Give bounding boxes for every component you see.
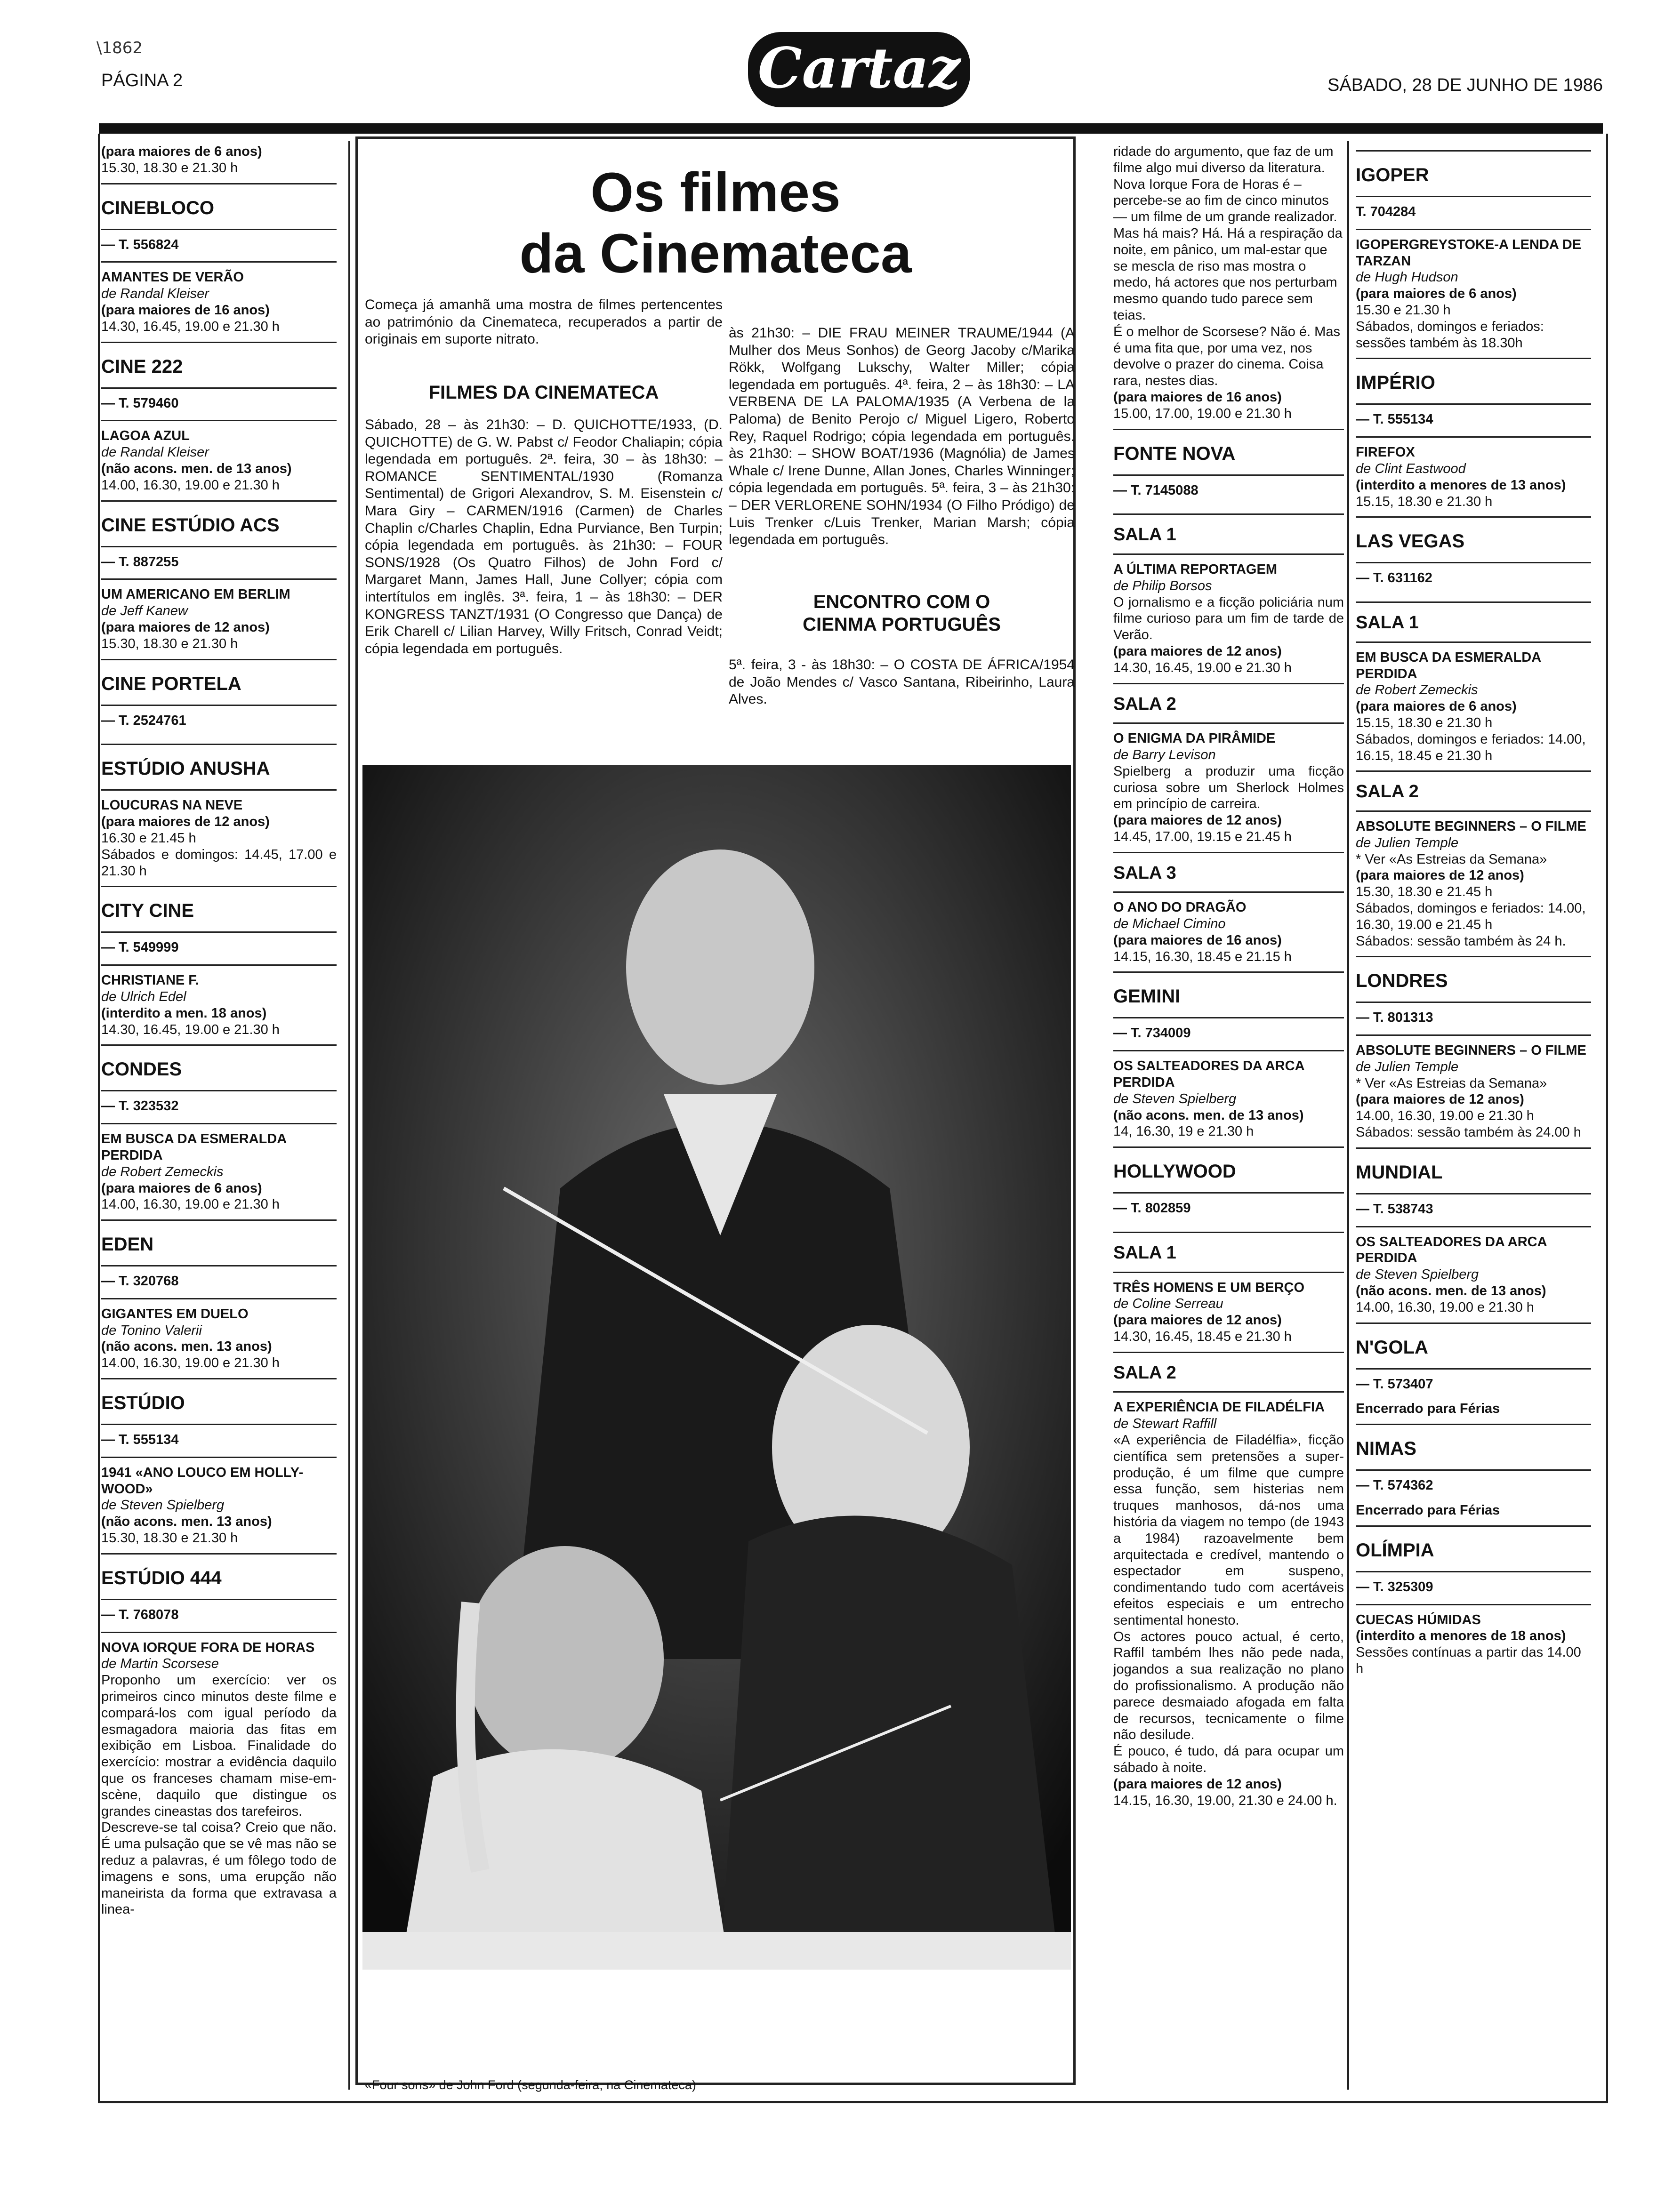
film-director: de Michael Cimino [1113, 916, 1226, 932]
film-director: de Coline Serreau [1113, 1296, 1223, 1312]
listing [1356, 641, 1591, 764]
film-title: A EXPERIÊNCIA DE FILADÉLFIA [1113, 1400, 1325, 1415]
showtimes: 15.30, 18.30 e 21.30 h [101, 160, 238, 176]
showtimes: 14.00, 16.30, 19.00 e 21.30 h [101, 1355, 280, 1371]
listings-column-1 [101, 144, 337, 1921]
cinema-name: OLÍMPIA [1356, 1525, 1591, 1571]
film-title: IGOPERGREYSTOKE-A LENDA DE TARZAN [1356, 237, 1582, 269]
showtimes: 14.45, 17.00, 19.15 e 21.45 h [1113, 829, 1292, 844]
cinema-name: IMPÉRIO [1356, 358, 1591, 403]
listing [1356, 1226, 1591, 1316]
film-director: de Tonino Valerii [101, 1322, 202, 1338]
listing [101, 420, 337, 493]
showtimes: 15.15, 18.30 e 21.30 h [1356, 715, 1493, 730]
rating: (não acons. men. de 13 anos) [1113, 1107, 1304, 1123]
showtimes: 15.30, 18.30 e 21.30 h [101, 636, 238, 651]
showtimes: 15.30, 18.30 e 21.30 h [101, 1531, 238, 1546]
film-director: de Martin Scorsese [101, 1656, 219, 1672]
listing [1113, 553, 1344, 676]
rating: (para maiores de 6 anos) [1356, 699, 1517, 714]
listing [101, 964, 337, 1038]
article-subheading: FILMES DA CINEMATECA [428, 382, 659, 403]
masthead-logo [746, 23, 972, 117]
screen-label: SALA 3 [1113, 852, 1344, 892]
article-body: Sábado, 28 – às 21h30: – D. QUICHOTTE/1933, (D. QUICHOTTE) de G. W. Pabst c/ Feodor Chaliapin; cópia legendada em português. 2ª. feira, 30 – às 18h30: – ROMANCE SENTIMENTAL/1930 (Romanza Sentimental) de Grigori Alexandrov, S. M. Eisenstein c/ Mara Giry – CARMEN/1916 (Carmen) de Charles Chaplin c/Charles Chaplin, Edna Purviance, Ben Turpin; cópia legendada em português. às 21h30: – FOUR SONS/1928 (Os Quatro Filhos) de John Ford c/ Margaret Mann, James Hall, June Collyer; cópia com intertítulos em inglês. 3ª. feira, 1 – às 18h30: – DER KONGRESS TANZT/1931 (O Congresso que Dança) de Erik Charell c/ Lilian Harvey, Willy Fritsch, Conrad Veidt; cópia legendada em português. [365, 417, 723, 657]
rating: (para maiores de 12 anos) [1356, 868, 1524, 883]
column-rule [348, 141, 350, 2090]
subheading-line: ENCONTRO COM O [813, 592, 990, 612]
cinema-name: GEMINI [1113, 971, 1344, 1017]
film-director: de Ulrich Edel [101, 989, 186, 1004]
rating: (interdito a men. 18 anos) [101, 1005, 267, 1021]
rating: (para maiores de 6 anos) [101, 1180, 262, 1196]
headline-line: Os filmes [590, 161, 841, 224]
cinema-phone: — T. 556824 [101, 229, 337, 262]
film-title: GIGANTES EM DUELO [101, 1306, 249, 1322]
film-title: O ENIGMA DA PIRÂMIDE [1113, 731, 1276, 746]
film-title: CHRISTIANE F. [101, 973, 199, 988]
film-director: de Randal Kleiser [101, 445, 209, 460]
note: * Ver «As Estreias da Semana» [1356, 1075, 1547, 1091]
rating: (para maiores de 16 anos) [101, 302, 270, 318]
film-title: OS SALTEADORES DA ARCA PERDIDA [1356, 1234, 1547, 1266]
screen-label: SALA 2 [1356, 770, 1591, 810]
rating: (para maiores de 12 anos) [101, 619, 270, 635]
showtimes: 15.30, 18.30 e 21.45 h [1356, 884, 1493, 900]
film-director: de Randal Kleiser [101, 286, 209, 302]
film-title: CUECAS HÚMIDAS [1356, 1612, 1481, 1627]
rating: (para maiores de 16 anos) [1113, 389, 1282, 405]
masthead-text: Cartaz [757, 35, 961, 101]
listing [1113, 1391, 1344, 1809]
film-title: UM AMERICANO EM BERLIM [101, 587, 290, 602]
cinema-phone: — T. 802859 [1113, 1192, 1344, 1225]
article-headline [358, 162, 1073, 285]
rating: (para maiores de 12 anos) [1113, 1313, 1282, 1328]
film-director: de Jeff Kanew [101, 603, 188, 619]
film-title: NOVA IORQUE FORA DE HORAS [101, 1640, 315, 1655]
film-still-photo [362, 765, 1071, 1970]
cinema-phone: — T. 538743 [1356, 1193, 1591, 1226]
film-title: A ÚLTIMA REPORTAGEM [1113, 561, 1277, 577]
cinema-phone: — T. 887255 [101, 546, 337, 579]
cinema-phone: — T. 7145088 [1113, 474, 1344, 507]
rating: (interdito a menores de 13 anos) [1356, 477, 1566, 493]
showtimes: 14.00, 16.30, 19.00 e 21.30 h [101, 1197, 280, 1212]
listing [101, 789, 337, 879]
cinema-phone: — T. 579460 [101, 387, 337, 420]
listing [101, 1123, 337, 1213]
cinema-phone: — T. 323532 [101, 1090, 337, 1123]
listing [1113, 722, 1344, 845]
screen-label: SALA 2 [1113, 683, 1344, 723]
cinema-phone: — T. 768078 [101, 1599, 337, 1632]
showtimes: 14, 16.30, 19 e 21.30 h [1113, 1124, 1254, 1139]
feature-article [355, 136, 1076, 2092]
cinema-name: NIMAS [1356, 1424, 1591, 1469]
cinema-name: FONTE NOVA [1113, 429, 1344, 474]
cinema-name: CINE PORTELA [101, 659, 337, 705]
screen-label: SALA 1 [1113, 513, 1344, 553]
film-title: LAGOA AZUL [101, 428, 190, 444]
listing [1356, 810, 1591, 949]
listing [1113, 1272, 1344, 1345]
rating: (para maiores de 16 anos) [1113, 932, 1282, 948]
cinema-phone: — T. 801313 [1356, 1002, 1591, 1034]
cinema-name: N'GOLA [1356, 1322, 1591, 1368]
cinema-name: ESTÚDIO [101, 1378, 337, 1424]
review-continuation: É o melhor de Scorsese? Não é. Mas é uma fita que, por uma vez, nos devolve o prazer do cinema. Coisa rara, nestes dias. [1113, 324, 1340, 389]
cinema-phone: — T. 320768 [101, 1265, 337, 1298]
rating: (não acons. men. 13 anos) [101, 1339, 272, 1354]
listing [101, 1457, 337, 1547]
headline-line: da Cinemateca [519, 222, 912, 285]
film-title: OS SALTEADORES DA ARCA PERDIDA [1113, 1058, 1304, 1090]
showtimes: 15.15, 18.30 e 21.30 h [1356, 494, 1493, 509]
listing [101, 578, 337, 652]
publication-date: SÁBADO, 28 DE JUNHO DE 1986 [1327, 75, 1603, 95]
rating: (não acons. men. de 13 anos) [1356, 1283, 1546, 1299]
listings-column-3 [1113, 144, 1344, 1811]
cinema-phone: — T. 573407 [1356, 1368, 1591, 1401]
film-title: LOUCURAS NA NEVE [101, 798, 243, 813]
listing [1356, 1604, 1591, 1677]
cinema-phone: — T. 631162 [1356, 562, 1591, 595]
film-director: de Steven Spielberg [1113, 1091, 1237, 1106]
review-text: Proponho um exercício: ver os primeiros cinco minutos deste filme e compará-los com igual período da esmagadora maioria das fitas em exibição em Lisboa. Finalidade do exercício: mostrar a evidência daquilo que os franceses chamam mise-em-scène, daquilo que distingue os grandes cineastas dos tarefeiros. [101, 1673, 337, 1819]
showtimes: 14.30, 16.45, 19.00 e 21.30 h [101, 1022, 280, 1037]
listing [101, 261, 337, 335]
cinema-name: ESTÚDIO 444 [101, 1553, 337, 1599]
cinema-name: ESTÚDIO ANUSHA [101, 744, 337, 789]
film-director: de Philip Borsos [1113, 578, 1212, 593]
rating: (para maiores de 12 anos) [101, 814, 270, 830]
film-title: AMANTES DE VERÃO [101, 270, 244, 285]
screen-label: SALA 1 [1356, 601, 1591, 641]
film-title: 1941 «ANO LOUCO EM HOLLY-WOOD» [101, 1465, 304, 1497]
listing [1113, 891, 1344, 965]
showtimes: 14.15, 16.30, 19.00, 21.30 e 24.00 h. [1113, 1793, 1337, 1808]
review-text: «A experiência de Filadélfia», ficção científica sem pretensões a super-produção, é um filme que cumpre essa função, sem histerias nem truques manhosos, dá-nos uma história da viagem no tempo (de 1943 a 1984) razoavelmente bem arquitectada e credível, mantendo o espectador em suspeno, condimentando tudo com acertáveis efeitos especiais e um entrecho sentimental honesto. [1113, 1433, 1344, 1628]
rating: (para maiores de 12 anos) [1113, 643, 1282, 659]
screen-label: SALA 1 [1113, 1232, 1344, 1272]
cinema-name: LONDRES [1356, 956, 1591, 1002]
cinema-name: EDEN [101, 1219, 337, 1265]
film-title: ABSOLUTE BEGINNERS – O FILME [1356, 818, 1586, 834]
review-text: É pouco, é tudo, dá para ocupar um sábado à noite. [1113, 1744, 1344, 1775]
cinema-phone: — T. 555134 [101, 1424, 337, 1457]
review-text: Spielberg a produzir uma ficção curiosa sobre um Sherlock Holmes em princípio de carreira. [1113, 763, 1344, 812]
listings-column-4 [1356, 144, 1591, 1680]
article-body: 5ª. feira, 3 - às 18h30: – O COSTA DE ÁFRICA/1954 de João Mendes c/ Vasco Santana, Ribeirinho, Laura Alves. [729, 657, 1075, 707]
note: * Ver «As Estreias da Semana» [1356, 851, 1547, 867]
extra-sessions: Sessões contínuas a partir das 14.00 h [1356, 1645, 1581, 1677]
showtimes: 14.00, 16.30, 19.00 e 21.30 h [1356, 1299, 1534, 1315]
cinema-name: CINE ESTÚDIO ACS [101, 500, 337, 546]
film-director: de Steven Spielberg [1356, 1267, 1479, 1282]
cinema-phone: T. 704284 [1356, 196, 1591, 229]
cinema-phone: — T. 549999 [101, 931, 337, 964]
showtimes: 14.30, 16.45, 18.45 e 21.30 h [1113, 1329, 1292, 1345]
photo-caption: «Four sons» de John Ford (segunda-feira, na Cinemateca) [365, 2078, 696, 2092]
page-number: PÁGINA 2 [101, 71, 183, 90]
rating: (para maiores de 6 anos) [101, 144, 262, 159]
extra-sessions: Sábados: sessão também às 24.00 h [1356, 1125, 1581, 1140]
film-director: de Hugh Hudson [1356, 270, 1458, 285]
film-title: O ANO DO DRAGÃO [1113, 900, 1247, 915]
cinema-name: MUNDIAL [1356, 1147, 1591, 1193]
extra-sessions: Sábados, domingos e feriados: 14.00, 16.30, 19.00 e 21.45 h [1356, 900, 1586, 932]
subheading-line: CIENMA PORTUGUÊS [803, 614, 1001, 635]
showtimes: 14.00, 16.30, 19.00 e 21.30 h [1356, 1108, 1534, 1124]
review-text: Descreve-se tal coisa? Creio que não. É uma pulsação que se vê mas não se reduz a palavras, é um fôlego todo de imagens e sons, uma erupção não maneirista da forma que extravasa a linea- [101, 1820, 337, 1917]
rating: (para maiores de 6 anos) [1356, 286, 1517, 302]
cinema-name: CINE 222 [101, 342, 337, 387]
listing [1113, 1050, 1344, 1140]
cinema-phone: — T. 734009 [1113, 1017, 1344, 1050]
showtimes: 14.30, 16.45, 19.00 e 21.30 h [101, 319, 280, 334]
film-director: de Julien Temple [1356, 835, 1459, 850]
film-director: de Clint Eastwood [1356, 461, 1466, 476]
showtimes: 14.00, 16.30, 19.00 e 21.30 h [101, 477, 280, 493]
cinema-name: HOLLYWOOD [1113, 1146, 1344, 1192]
film-title: FIREFOX [1356, 445, 1415, 460]
film-title: EM BUSCA DA ESMERALDA PERDIDA [101, 1131, 287, 1163]
listing [101, 1632, 337, 1918]
review-text: O jornalismo e a ficção policiária num filme curioso para um fim de tarde de Verão. [1113, 594, 1344, 643]
listing [1356, 1034, 1591, 1141]
status-text: Encerrado para Férias [1356, 1401, 1500, 1417]
cinema-phone: — T. 555134 [1356, 403, 1591, 436]
cinema-phone: — T. 574362 [1356, 1469, 1591, 1502]
cinema-phone: — T. 325309 [1356, 1571, 1591, 1604]
showtimes: 15.00, 17.00, 19.00 e 21.30 h [1113, 406, 1292, 421]
film-director: de Julien Temple [1356, 1059, 1459, 1074]
extra-sessions: Sábados, domingos e feriados: 14.00, 16.15, 18.45 e 21.30 h [1356, 731, 1586, 763]
rating: (para maiores de 12 anos) [1113, 813, 1282, 828]
article-subheading [729, 591, 1075, 636]
extra-sessions: Sábados: sessão também às 24 h. [1356, 933, 1566, 949]
scan-mark: \1862 [97, 39, 143, 57]
cinema-name: CITY CINE [101, 886, 337, 931]
showtimes: 16.30 e 21.45 h [101, 830, 196, 846]
film-director: de Robert Zemeckis [1356, 682, 1478, 698]
film-title: TRÊS HOMENS E UM BERÇO [1113, 1280, 1305, 1295]
top-rule [99, 123, 1603, 134]
cinema-name: LAS VEGAS [1356, 516, 1591, 562]
rating: (não acons. men. de 13 anos) [101, 461, 292, 476]
column-rule [1347, 141, 1349, 2090]
film-director: de Barry Levison [1113, 747, 1216, 762]
listing [101, 1298, 337, 1371]
cinema-phone: — T. 2524761 [101, 705, 337, 737]
film-director: de Robert Zemeckis [101, 1164, 224, 1179]
listing [1356, 229, 1591, 352]
review-text: Os actores pouco actual, é certo, Raffil também lhes não pede nada, jogandos a sua realização no plano do profissionalismo. A produção não parece desmaiado afogada em falta de recursos, tecnicamente o filme não desilude. [1113, 1629, 1344, 1743]
cinema-name: CONDES [101, 1044, 337, 1090]
rating: (não acons. men. 13 anos) [101, 1514, 272, 1530]
extra-sessions: Sábados e domingos: 14.45, 17.00 e 21.30 h [101, 847, 337, 879]
screen-label: SALA 2 [1113, 1352, 1344, 1392]
film-title: EM BUSCA DA ESMERALDA PERDIDA [1356, 649, 1541, 681]
extra-sessions: Sábados, domingos e feriados: sessões também às 18.30h [1356, 319, 1544, 351]
film-title: ABSOLUTE BEGINNERS – O FILME [1356, 1043, 1586, 1058]
film-director: de Stewart Raffill [1113, 1416, 1217, 1432]
cinema-name: CINEBLOCO [101, 183, 337, 229]
review-continuation: ridade do argumento, que faz de um filme algo mui diverso da literatura. Nova Iorque Fora de Horas é – percebe-se ao fim de cinco minutos — um filme de um grande realizador. Mas há mais? Há. Há a respiração da noite, em pânico, um mal-estar que se mescla de riso mas mostra o medo, há actores que nos perturbam mesmo quando tudo parece sem teias. [1113, 144, 1343, 323]
article-body: às 21h30: – DIE FRAU MEINER TRAUME/1944 (A Mulher dos Meus Sonhos) de Georg Jacoby c/Marika Rökk, Wolfgang Lukschy, Walter Miller; cópia legendada em português. 4ª. feira, 2 – às 18h30: – LA VERBENA DE LA PALOMA/1935 (A Verbena de la Paloma) de Benito Perojo c/ Miguel Ligero, Roberto Rey, Raquel Rodrigo; cópia legendada em português. às 21h30: – SHOW BOAT/1936 (Magnólia) de James Whale c/ Irene Dunne, Allan Jones, Charles Winninger; cópia legendada em português. 5ª. feira, 3 – às 21h30: – DER VERLORENE SOHN/1934 (O Filho Pródigo) de Luis Trenker c/Luis Trenker, Marian Marsh; cópia legendada em português. [729, 325, 1075, 548]
rating: (interdito a menores de 18 anos) [1356, 1628, 1566, 1644]
status-text: Encerrado para Férias [1356, 1503, 1500, 1518]
article-intro: Começa já amanhã uma mostra de filmes pertencentes ao património da Cinemateca, recuperados a partir de originais em suporte nitrato. [365, 297, 723, 347]
showtimes: 14.30, 16.45, 19.00 e 21.30 h [1113, 660, 1292, 675]
cinema-name: IGOPER [1356, 150, 1591, 196]
listing [1356, 436, 1591, 510]
showtimes: 15.30 e 21.30 h [1356, 302, 1451, 318]
showtimes: 14.15, 16.30, 18.45 e 21.15 h [1113, 949, 1292, 964]
film-director: de Steven Spielberg [101, 1498, 225, 1513]
rating: (para maiores de 12 anos) [1356, 1092, 1524, 1107]
rating: (para maiores de 12 anos) [1113, 1776, 1282, 1792]
